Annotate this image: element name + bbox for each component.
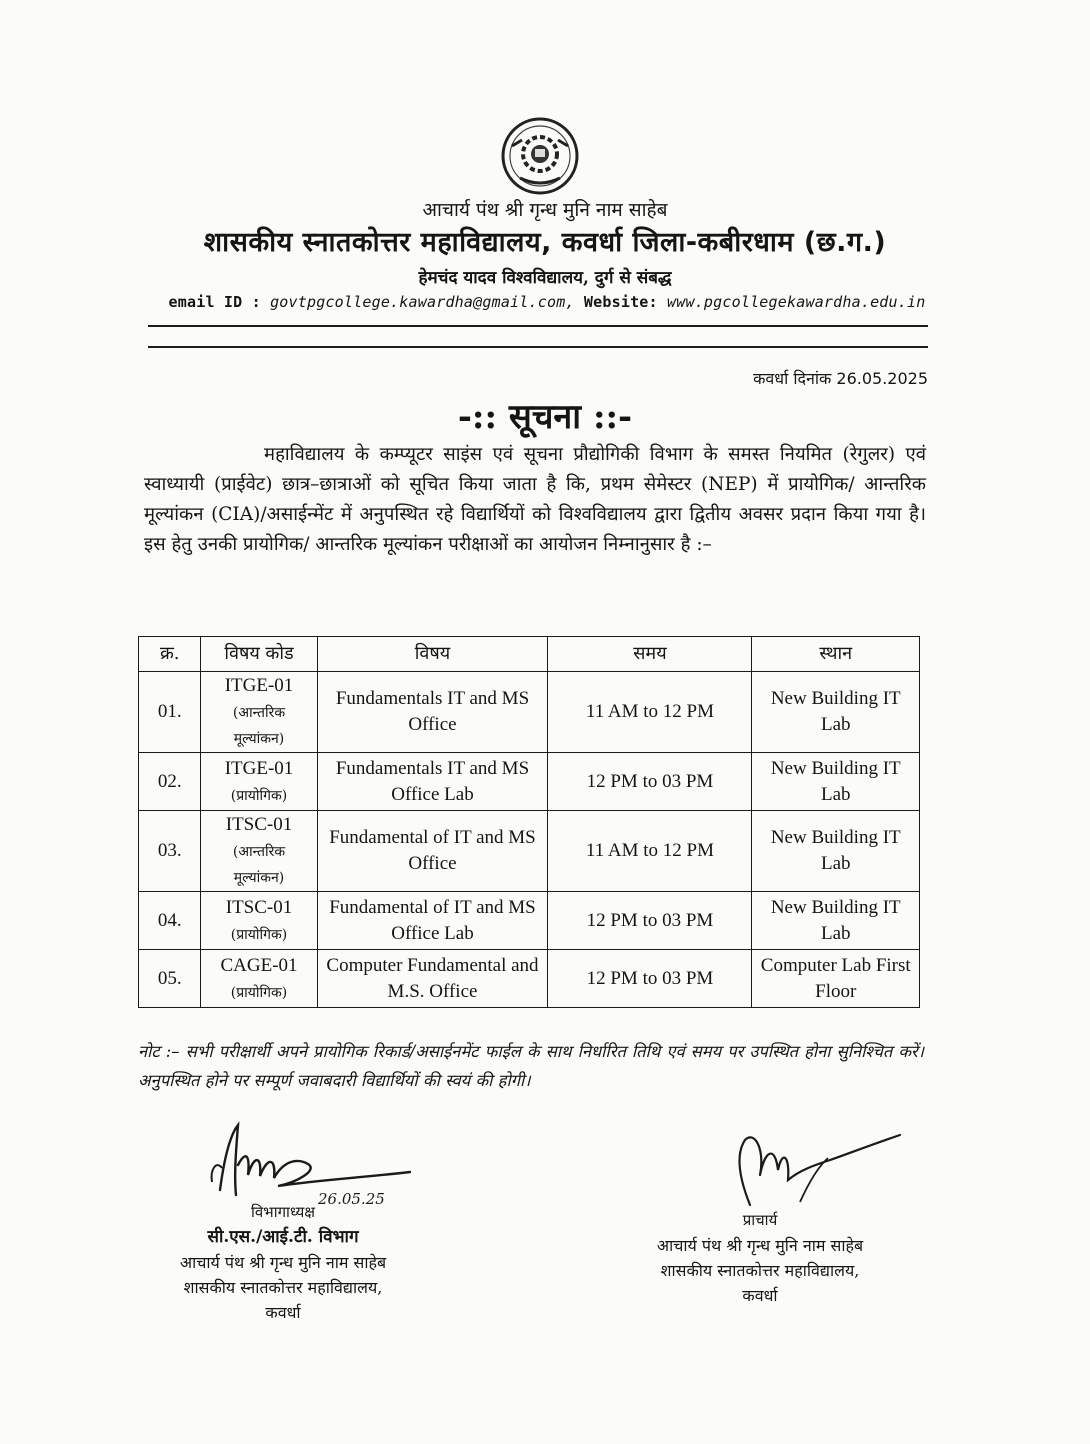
institution-name: शासकीय स्नातकोत्तर महाविद्यालय, कवर्धा जिला-कबीरधाम (छ.ग.) <box>203 227 887 258</box>
row-sn: 05. <box>139 950 201 1008</box>
row-sn: 04. <box>139 892 201 950</box>
notice-title: -:: सूचना ::- <box>457 397 633 437</box>
table-row <box>139 753 920 811</box>
hod-department: सी.एस./आई.टी. विभाग <box>207 1227 359 1247</box>
subject-code: ITSC-01 <box>225 896 293 918</box>
hod-signature <box>138 1120 428 1210</box>
col-header-place: स्थान <box>752 637 920 672</box>
subject-code: ITGE-01 <box>224 757 294 779</box>
hod-institution-line1: आचार्य पंथ श्री गृन्ध मुनि नाम साहेब <box>179 1253 387 1272</box>
row-time: 12 PM to 03 PM <box>548 950 752 1008</box>
exam-schedule-table <box>138 636 920 1008</box>
table-row <box>139 950 920 1008</box>
hod-institution-line2: शासकीय स्नातकोत्तर महाविद्यालय, <box>183 1278 383 1297</box>
subject-code: CAGE-01 <box>220 954 298 976</box>
hod-institution-line3: कवर्धा <box>265 1303 301 1322</box>
subject-code: ITSC-01 <box>225 814 293 835</box>
hod-signature-block <box>138 1120 428 1325</box>
row-code <box>201 672 317 753</box>
email-label: email ID : <box>168 293 271 311</box>
college-seal-logo <box>500 116 580 196</box>
code-note: (प्रायोगिक) <box>230 984 288 1001</box>
col-header-subject: विषय <box>317 637 548 672</box>
notice-date: कवर्धा दिनांक 26.05.2025 <box>753 369 928 388</box>
code-note: (प्रायोगिक) <box>230 787 288 804</box>
code-note: (आन्तरिक मूल्यांकन) <box>232 705 286 747</box>
row-place: New Building IT Lab <box>752 753 920 811</box>
row-time: 11 AM to 12 PM <box>548 811 752 892</box>
row-place: New Building IT Lab <box>752 811 920 892</box>
row-code <box>201 892 317 950</box>
header-divider-top <box>148 325 928 327</box>
row-code <box>201 753 317 811</box>
principal-designation: प्राचार्य <box>742 1211 778 1229</box>
principal-signature-block <box>600 1130 920 1308</box>
row-sn: 03. <box>139 811 201 892</box>
email-address[interactable]: govtpgcollege.kawardha@gmail.com, <box>270 293 584 311</box>
principal-institution-line1: आचार्य पंथ श्री गृन्ध मुनि नाम साहेब <box>656 1236 864 1255</box>
row-time: 11 AM to 12 PM <box>548 672 752 753</box>
row-subject: Fundamental of IT and MS Office <box>317 811 548 892</box>
table-row <box>139 892 920 950</box>
university-affiliation: हेमचंद यादव विश्वविद्यालय, दुर्ग से संबद्ध <box>418 268 672 288</box>
row-subject: Computer Fundamental and M.S. Office <box>317 950 548 1008</box>
code-note: (प्रायोगिक) <box>230 926 288 943</box>
col-header-time: समय <box>548 637 752 672</box>
table-row <box>139 672 920 753</box>
row-place: New Building IT Lab <box>752 892 920 950</box>
row-subject: Fundamentals IT and MS Office Lab <box>317 753 548 811</box>
row-time: 12 PM to 03 PM <box>548 892 752 950</box>
row-code <box>201 811 317 892</box>
hod-designation: विभागाध्यक्ष <box>250 1203 316 1221</box>
website-url[interactable]: www.pgcollegekawardha.edu.in <box>667 293 926 311</box>
institution-patron-line: आचार्य पंथ श्री गृन्ध मुनि नाम साहेब <box>422 199 668 221</box>
website-label: Website: <box>583 293 667 311</box>
col-header-sn: क्र. <box>139 637 201 672</box>
code-note: (आन्तरिक मूल्यांकन) <box>232 844 286 886</box>
subject-code: ITGE-01 <box>224 675 294 696</box>
principal-institution-line3: कवर्धा <box>742 1286 778 1305</box>
col-header-code: विषय कोड <box>201 637 317 672</box>
principal-institution-line2: शासकीय स्नातकोत्तर महाविद्यालय, <box>660 1261 860 1280</box>
row-place: Computer Lab First Floor <box>752 950 920 1008</box>
row-code <box>201 950 317 1008</box>
row-subject: Fundamentals IT and MS Office <box>317 672 548 753</box>
row-time: 12 PM to 03 PM <box>548 753 752 811</box>
table-row <box>139 811 920 892</box>
contact-line <box>162 293 932 311</box>
notice-body: महाविद्यालय के कम्प्यूटर साइंस एवं सूचना प्रौद्योगिकी विभाग के समस्त नियमित (रेगुलर) एवं स्वाध्यायी (प्राईवेट) छात्र–छात्राओं को सूचित किया जाता है कि, प्रथम सेमेस्टर (NEP) में प्रायोगिक/ आन्तरिक मूल्यांकन (CIA)/असाईन्मेंट में अनुपस्थित रहे विद्यार्थियों को विश्वविद्यालय द्वारा द्वितीय अवसर प्रदान किया गया है। इस हेतु उनकी प्रायोगिक/ आन्तरिक मूल्यांकन परीक्षाओं का आयोजन निम्नानुसार है :– <box>144 444 926 555</box>
header-divider-bottom <box>148 346 928 348</box>
row-place: New Building IT Lab <box>752 672 920 753</box>
principal-signature <box>600 1130 920 1212</box>
row-subject: Fundamental of IT and MS Office Lab <box>317 892 548 950</box>
row-sn: 01. <box>139 672 201 753</box>
table-header-row <box>139 637 920 672</box>
signature-date: 26.05.25 <box>318 1190 385 1208</box>
notice-note: नोट :– सभी परीक्षार्थी अपने प्रायोगिक रिकार्ड/असाईनमेंट फाईल के साथ निर्धारित तिथि एवं समय पर उपस्थित होना सुनिश्चित करें। अनुपस्थित होने पर सम्पूर्ण जवाबदारी विद्यार्थियों की स्वयं की होगी। <box>138 1042 924 1090</box>
row-sn: 02. <box>139 753 201 811</box>
